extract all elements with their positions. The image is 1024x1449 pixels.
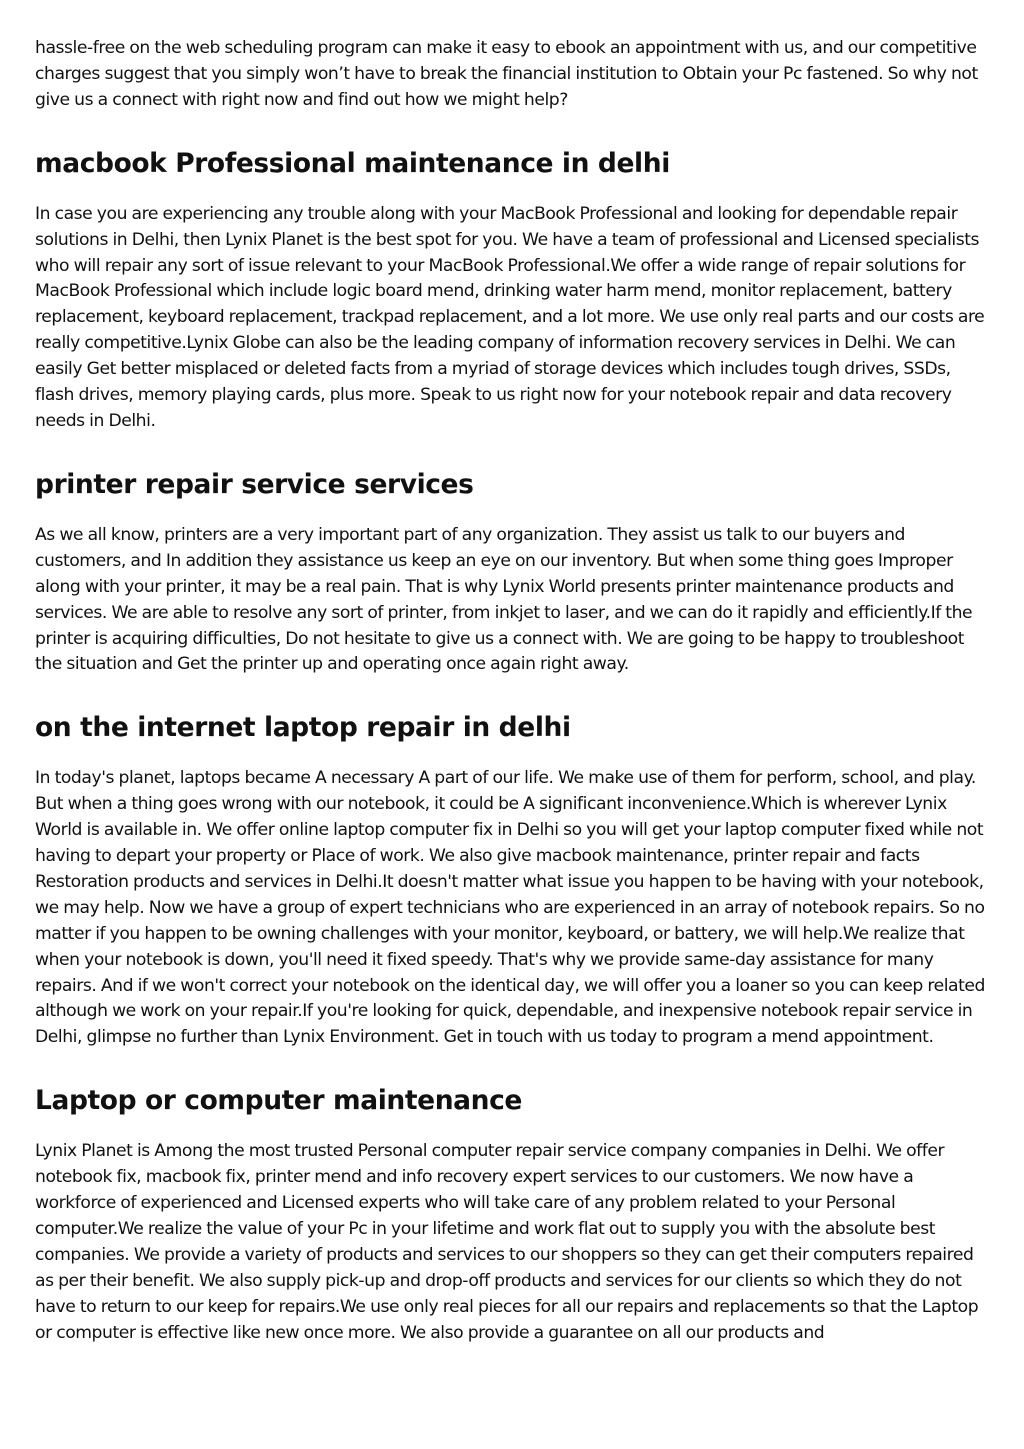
section-online-laptop-repair [35,711,991,1051]
section-paragraph: Lynix Planet is Among the most trusted Personal computer repair service company companies in Delhi. We offer notebook fix, macbook fix, printer mend and info recovery expert services to our customers. We now have a workforce of experienced and Licensed experts who will take care of any problem related to your Personal computer.We realize the value of your Pc in your lifetime and work flat out to supply you with the absolute best companies. We provide a variety of products and services to our shoppers so they can get their computers repaired as per their benefit. We also supply pick-up and drop-off products and services for our clients so which they do not have to return to our keep for repairs.We use only real pieces for all our repairs and replacements so that the Laptop or computer is effective like new once more. We also provide a guarantee on all our products and [35,1141,979,1343]
section-laptop-maintenance [35,1084,991,1346]
section-paragraph: In today's planet, laptops became A necessary A part of our life. We make use of them for perform, school, and play. But when a thing goes wrong with our notebook, it could be A significant inconvenience.Which is wherever Lynix World is available in. We offer online laptop computer fix in Delhi so you will get your laptop computer fixed while not having to depart your property or Place of work. We also give macbook maintenance, printer repair and facts Restoration products and services in Delhi.It doesn't matter what issue you happen to be having with your notebook, we may help. Now we have a group of expert technicians who are experienced in an array of notebook repairs. So no matter if you happen to be owning challenges with your monitor, keyboard, or battery, we will help.We realize that when your notebook is down, you'll need it fixed speedy. That's why we provide same-day assistance for many repairs. And if we won't correct your notebook on the identical day, we will offer you a loaner so you can keep related although we work on your repair.If you're looking for quick, dependable, and inexpensive notebook repair service in Delhi, glimpse no further than Lynix Environment. Get in touch with us today to program a mend appointment. [35,768,985,1048]
section-heading: macbook Professional maintenance in delhi [35,147,670,179]
intro-paragraph: hassle-free on the web scheduling program can make it easy to ebook an appointment with us, and our competitive charges suggest that you simply won’t have to break the financial institution to Obtain your Pc fastened. So why not give us a connect with right now and find out how we might help? [35,38,978,110]
section-macbook-repair [35,147,991,435]
section-heading: printer repair service services [35,468,474,500]
document-page [35,36,991,1347]
section-heading: Laptop or computer maintenance [35,1085,522,1117]
section-paragraph: In case you are experiencing any trouble along with your MacBook Professional and looking for dependable repair solutions in Delhi, then Lynix Planet is the best spot for you. We have a team of professional and Licensed specialists who will repair any sort of issue relevant to your MacBook Professional.We offer a wide range of repair solutions for MacBook Professional which include logic board mend, drinking water harm mend, monitor replacement, battery replacement, keyboard replacement, trackpad replacement, and a lot more. We use only real parts and our costs are really competitive.Lynix Globe can also be the leading company of information recovery services in Delhi. We can easily Get better misplaced or deleted facts from a myriad of storage devices which includes tough drives, SSDs, flash drives, memory playing cards, plus more. Speak to us right now for your notebook repair and data recovery needs in Delhi. [35,203,985,431]
section-printer-repair [35,468,991,678]
section-heading: on the internet laptop repair in delhi [35,712,571,744]
section-paragraph: As we all know, printers are a very important part of any organization. They assist us talk to our buyers and customers, and In addition they assistance us keep an eye on our inventory. But when some thing goes Improper along with your printer, it may be a real pain. That is why Lynix World presents printer maintenance products and services. We are able to resolve any sort of printer, from inkjet to laser, and we can do it rapidly and efficiently.If the printer is acquiring difficulties, Do not hesitate to give us a connect with. We are going to be happy to troubleshoot the situation and Get the printer up and operating once again right away. [35,524,973,675]
